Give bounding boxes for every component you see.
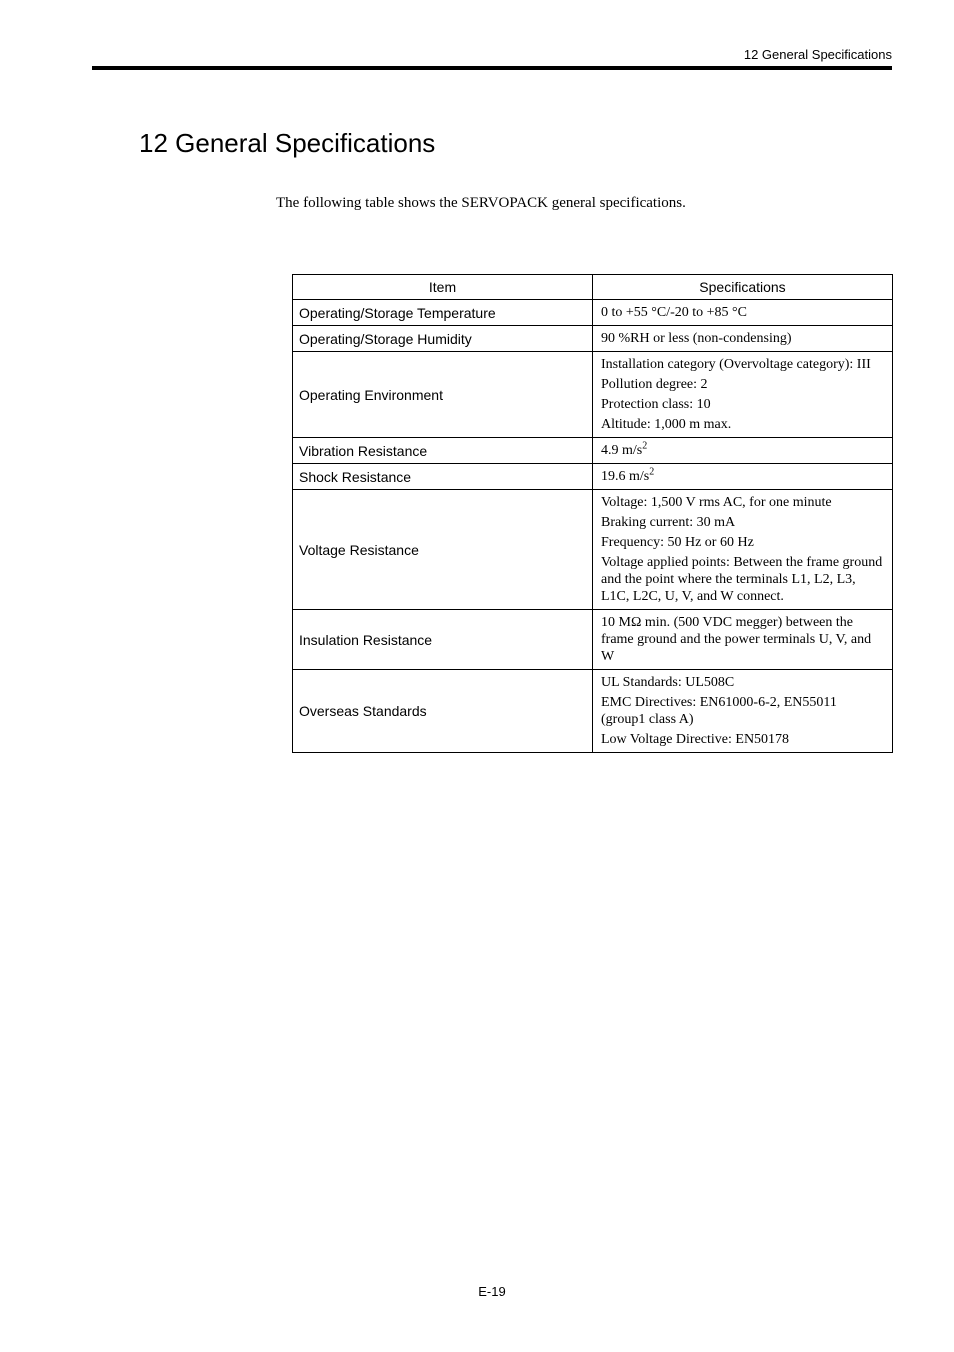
table-header-row: [293, 275, 893, 300]
spec-cell: [593, 670, 893, 753]
column-header-specifications: Specifications: [593, 275, 893, 300]
spec-line: Voltage: 1,500 V rms AC, for one minute: [601, 495, 832, 510]
superscript: 2: [642, 440, 648, 452]
spec-line: [601, 468, 884, 485]
spec-line: Protection class: 10: [601, 397, 711, 412]
table-row: [293, 464, 893, 490]
spec-cell: [593, 464, 893, 490]
item-cell: Shock Resistance: [293, 464, 593, 490]
item-cell: Overseas Standards: [293, 670, 593, 753]
table-row: [293, 610, 893, 670]
spec-line: Voltage applied points: Between the frame ground and the point where the terminals L1, L2, L3, L1C, L2C, U, V, and W connect.: [601, 555, 883, 604]
table-row: [293, 670, 893, 753]
table-row: [293, 490, 893, 610]
spec-value: 4.9 m/s: [601, 443, 643, 458]
specifications-table: [292, 274, 893, 753]
spec-line: Pollution degree: 2: [601, 377, 708, 392]
spec-line: EMC Directives: EN61000-6-2, EN55011 (group1 class A): [601, 695, 837, 727]
table-row: [293, 300, 893, 326]
item-cell: Operating/Storage Temperature: [293, 300, 593, 326]
item-cell: Vibration Resistance: [293, 438, 593, 464]
spec-cell: [593, 438, 893, 464]
spec-line: [601, 442, 884, 459]
spec-line: Frequency: 50 Hz or 60 Hz: [601, 535, 754, 550]
spec-line: 10 MΩ min. (500 VDC megger) between the frame ground and the power terminals U, V, and W: [601, 615, 872, 664]
table-row: [293, 326, 893, 352]
spec-cell: [593, 352, 893, 438]
item-cell: Voltage Resistance: [293, 490, 593, 610]
spec-line: Altitude: 1,000 m max.: [601, 417, 732, 432]
spec-line: Braking current: 30 mA: [601, 515, 736, 530]
page-number: E-19: [478, 1284, 506, 1299]
table-row: [293, 352, 893, 438]
spec-cell: [593, 300, 893, 326]
spec-cell: [593, 326, 893, 352]
spec-line: 90 %RH or less (non-condensing): [601, 331, 792, 346]
spec-line: UL Standards: UL508C: [601, 675, 735, 690]
spec-line: Installation category (Overvoltage category): III: [601, 357, 871, 372]
intro-paragraph: The following table shows the SERVOPACK general specifications.: [276, 195, 686, 211]
spec-value: 19.6 m/s: [601, 469, 650, 484]
column-header-item: Item: [293, 275, 593, 300]
header-rule: [92, 66, 892, 70]
spec-line: Low Voltage Directive: EN50178: [601, 732, 790, 747]
item-cell: Operating Environment: [293, 352, 593, 438]
table-row: [293, 438, 893, 464]
superscript: 2: [649, 466, 655, 478]
spec-cell: [593, 610, 893, 670]
item-cell: Insulation Resistance: [293, 610, 593, 670]
page-title: 12 General Specifications: [139, 128, 436, 158]
running-header: 12 General Specifications: [743, 47, 892, 62]
item-cell: Operating/Storage Humidity: [293, 326, 593, 352]
spec-line: 0 to +55 °C/-20 to +85 °C: [601, 305, 747, 320]
spec-cell: [593, 490, 893, 610]
